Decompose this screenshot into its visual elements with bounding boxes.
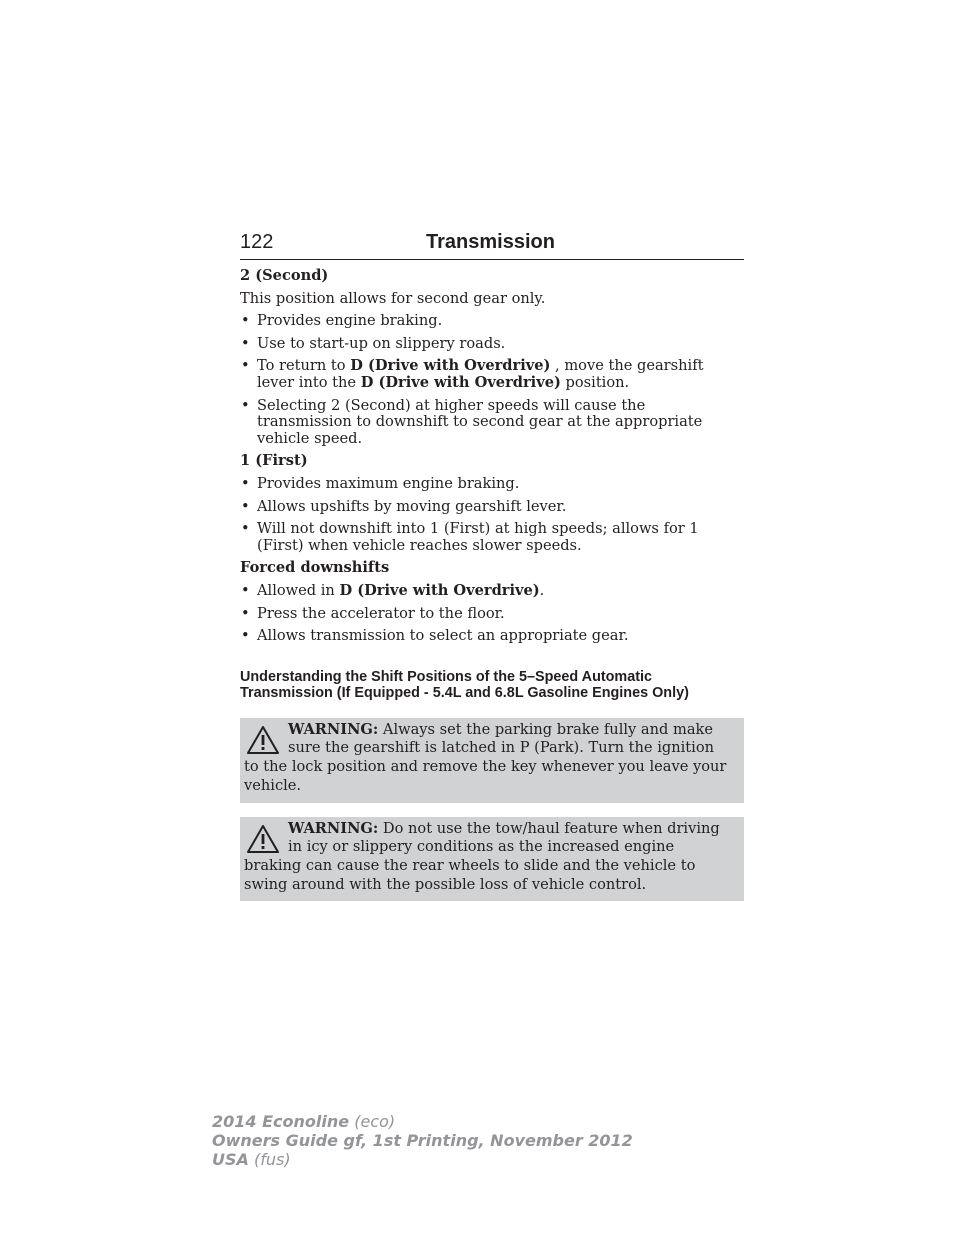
list-item: • Selecting 2 (Second) at higher speeds will cause the transmission to downshift to second gear at the appropriate vehicle speed. (240, 398, 744, 448)
list-text: , move the gearshift lever into the (257, 357, 704, 391)
bold-term: D (Drive with Overdrive) (339, 581, 540, 599)
forced-heading: Forced downshifts (240, 559, 390, 577)
list-item: • Use to start-up on slippery roads. (240, 336, 744, 353)
forced-list (240, 583, 744, 645)
second-heading: 2 (Second) (240, 267, 329, 284)
bold-term: D (Drive with Overdrive) (350, 357, 551, 375)
bold-term: D (Drive with Overdrive) (360, 373, 561, 391)
page-content (240, 268, 744, 915)
warning-text: Always set the parking brake fully and make sure the gearshift is latched in P (Park). Turn the ignition to the lock position and remove the key whenever you leave your vehicle. (244, 720, 727, 794)
warning-box (240, 718, 744, 803)
list-text: . (539, 581, 545, 599)
second-list (240, 313, 744, 447)
list-item (240, 358, 744, 391)
section-heading: Understanding the Shift Positions of the 5–Speed Automatic Transmission (If Equipped - 5.4L and 6.8L Gasoline Engines Only) (240, 668, 689, 702)
warning-label: WARNING: (288, 720, 379, 738)
page-header (240, 229, 744, 260)
footer-model: 2014 Econoline (212, 1112, 350, 1131)
list-text: To return to (257, 357, 351, 375)
page-title: Transmission (426, 231, 555, 253)
footer-line (212, 1150, 633, 1169)
list-item: • Will not downshift into 1 (First) at high speeds; allows for 1 (First) when vehicle reaches slower speeds. (240, 521, 744, 554)
footer-line (212, 1112, 633, 1131)
footer-model-code: (eco) (349, 1112, 396, 1131)
list-text: Allowed in (257, 581, 340, 599)
list-text: position. (560, 373, 630, 391)
warning-triangle-icon (246, 725, 280, 755)
first-list (240, 476, 744, 554)
list-item: • Allows transmission to select an appropriate gear. (240, 628, 744, 645)
list-item: • Press the accelerator to the floor. (240, 606, 744, 623)
warning-label: WARNING: (288, 819, 379, 837)
list-item: • Provides engine braking. (240, 313, 744, 330)
warning-box (240, 817, 744, 902)
page-footer (212, 1112, 633, 1169)
footer-line (212, 1131, 633, 1150)
warning-text: Do not use the tow/haul feature when driving in icy or slippery conditions as the increased engine braking can cause the rear wheels to slide and the vehicle to swing around with the possible loss of vehicle control. (244, 819, 720, 893)
second-intro: This position allows for second gear only. (240, 289, 546, 307)
footer-guide: Owners Guide gf, 1st Printing, November 2012 (212, 1131, 633, 1150)
footer-region: USA (212, 1150, 249, 1169)
footer-region-code: (fus) (248, 1150, 291, 1169)
list-item (240, 583, 744, 600)
list-item: • Provides maximum engine braking. (240, 476, 744, 493)
list-item: • Allows upshifts by moving gearshift lever. (240, 499, 744, 516)
page-number: 122 (240, 231, 274, 253)
warning-triangle-icon (246, 824, 280, 854)
first-heading: 1 (First) (240, 452, 308, 470)
